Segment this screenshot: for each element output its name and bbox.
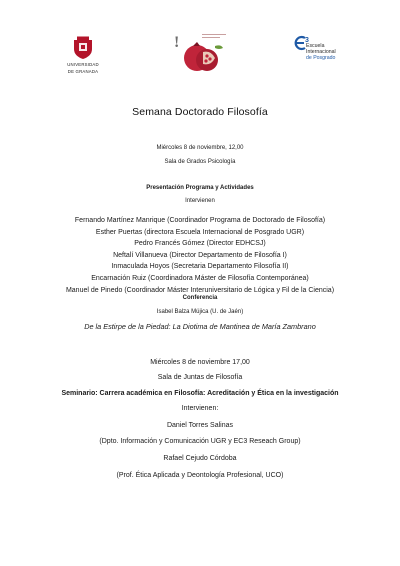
ugr-logo-line-1: UNIVERSIDAD — [67, 62, 99, 67]
ugr-logo — [58, 36, 108, 74]
event2-speakers-label: Intervienen: — [181, 405, 219, 412]
event1-speakers-label: Intervienen — [185, 198, 215, 204]
svg-text:3: 3 — [305, 37, 309, 44]
e3-line-3: de Posgrado — [306, 54, 336, 61]
event2-speaker1-affiliation: (Dpto. Información y Comunicación UGR y EC3 Reseach Group) — [99, 438, 301, 445]
speaker-item: Esther Puertas (directora Escuela Internacional de Posgrado UGR) — [95, 228, 305, 236]
speaker-item: Neftalí Villanueva (Director Departamento de Filosofía I) — [113, 251, 287, 259]
ugr-logo-line-2: DE GRANADA — [67, 69, 99, 74]
event1-date: Miércoles 8 de noviembre, 12,00 — [156, 145, 244, 151]
event2-place: Sala de Juntas de Filosofía — [157, 374, 243, 381]
speaker-item: Pedro Francés Gómez (Director EDHCSJ) — [134, 240, 266, 248]
conference-speaker: Isabel Balza Mújica (U. de Jaén) — [156, 309, 244, 315]
doctoral-school-logo — [172, 32, 232, 78]
escuela-internacional-text — [306, 44, 336, 61]
event2-speaker2-affiliation: (Prof. Ética Aplicada y Deontología Profesional, UCO) — [116, 472, 284, 479]
logo-rule — [202, 37, 220, 38]
exclamation-mark-icon: ! — [174, 34, 180, 51]
speaker-item: Inmaculada Hoyos (Secretaria Departamento Filosofía II) — [111, 263, 289, 271]
conference-label: Conferencia — [182, 295, 218, 301]
ugr-crest-icon — [70, 36, 96, 60]
e3-line-1: Escuela — [306, 43, 325, 49]
event1-speakers-list — [0, 215, 400, 296]
conference-title: De la Estirpe de la Piedad: La Diotima de Mantinea de María Zambrano — [84, 322, 316, 331]
speaker-item: Encarnación Ruiz (Coordinadora Máster de Filosofía Contemporánea) — [91, 274, 309, 282]
speaker-item: Fernando Martínez Manrique (Coordinador Programa de Doctorado de Filosofía) — [74, 217, 326, 224]
event2-speaker1: Daniel Torres Salinas — [166, 422, 233, 429]
event2-seminar: Seminario: Carrera académica en Filosofía: Acreditación y Ética en la investigación — [61, 390, 339, 397]
event1-heading: Presentación Programa y Actividades — [146, 185, 254, 191]
logo-rule — [202, 34, 226, 35]
logo-strip — [0, 28, 400, 78]
event1-place: Sala de Grados Psicología — [164, 159, 236, 165]
escuela-internacional-logo — [292, 34, 362, 74]
speaker-item: Manuel de Pinedo (Coordinador Máster Interuniversitario de Lógica y Fil de la Ciencia) — [65, 286, 335, 294]
e3-line-2: Internacional — [306, 48, 336, 55]
page-title: Semana Doctorado Filosofía — [132, 106, 268, 118]
event2-speaker2: Rafael Cejudo Córdoba — [163, 455, 237, 462]
pomegranate-icon — [181, 40, 225, 74]
event2-date: Miércoles 8 de noviembre 17,00 — [150, 359, 250, 366]
